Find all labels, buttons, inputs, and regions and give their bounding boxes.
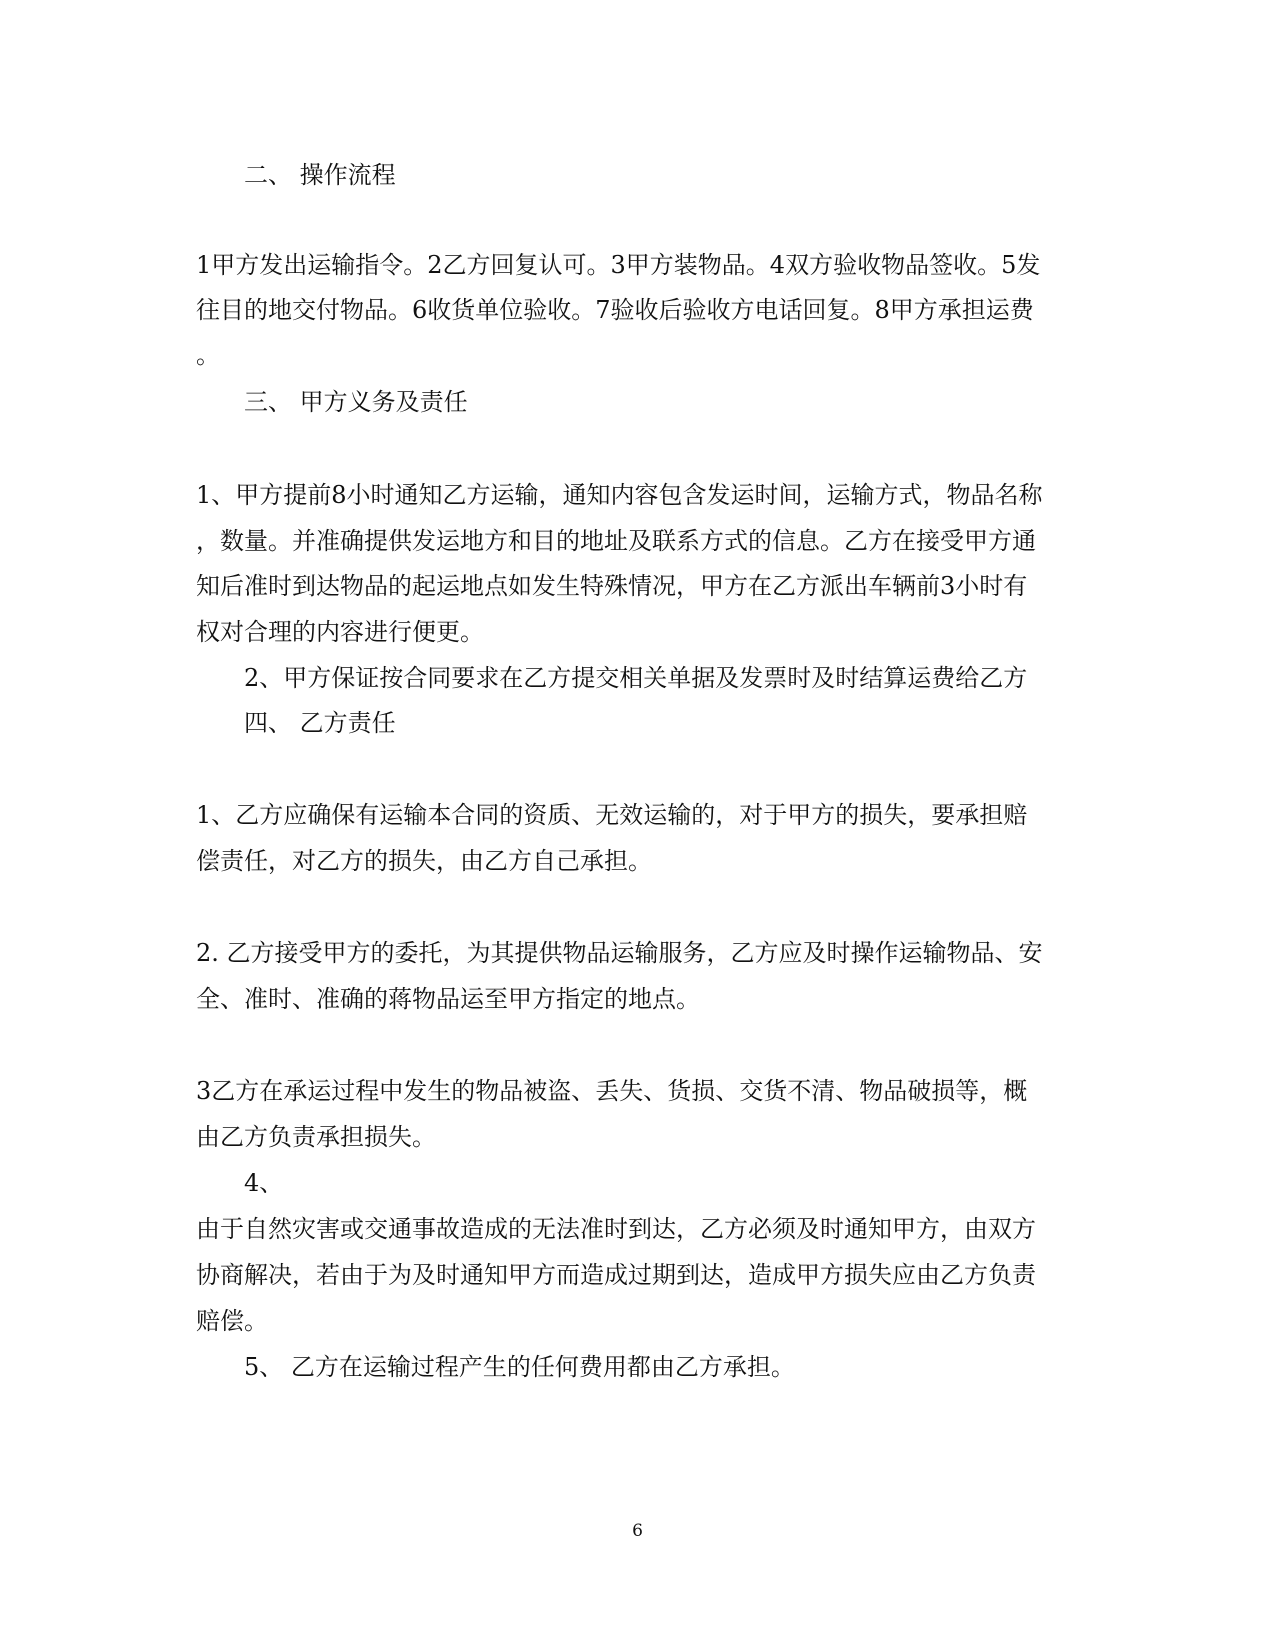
paragraph-line: 知后准时到达物品的起运地点如发生特殊情况，甲方在乙方派出车辆前3小时有 [196,572,1028,600]
paragraph-line: 2. 乙方接受甲方的委托，为其提供物品运输服务，乙方应及时操作运输物品、安 [196,939,1043,967]
section-heading-3: 三、 甲方义务及责任 [244,388,468,416]
paragraph-line: 2、甲方保证按合同要求在乙方提交相关单据及发票时及时结算运费给乙方 [244,664,1028,692]
paragraph-line: ，数量。并准确提供发运地方和目的地址及联系方式的信息。乙方在接受甲方通 [196,527,1036,555]
paragraph-line: 1甲方发出运输指令。2乙方回复认可。3甲方装物品。4双方验收物品签收。5发 [196,251,1041,279]
paragraph-line: 协商解决，若由于为及时通知甲方而造成过期到达，造成甲方损失应由乙方负责 [196,1261,1036,1289]
paragraph-line: 赔偿。 [196,1307,268,1335]
paragraph-line: 由于自然灾害或交通事故造成的无法准时到达，乙方必须及时通知甲方，由双方 [196,1215,1036,1243]
paragraph-line: 由乙方负责承担损失。 [196,1123,436,1151]
paragraph-line: 3乙方在承运过程中发生的物品被盗、丢失、货损、交货不清、物品破损等，概 [196,1077,1028,1105]
section-heading-4: 四、 乙方责任 [244,709,396,737]
paragraph-line: 。 [196,341,220,369]
list-number: 4、 [244,1169,284,1197]
paragraph-line: 5、 乙方在运输过程产生的任何费用都由乙方承担。 [244,1353,795,1381]
paragraph-line: 权对合理的内容进行便更。 [196,618,484,646]
section-heading-2: 二、 操作流程 [244,161,396,189]
paragraph-line: 偿责任，对乙方的损失，由乙方自己承担。 [196,847,652,875]
paragraph-line: 1、甲方提前8小时通知乙方运输，通知内容包含发运时间，运输方式，物品名称 [196,481,1043,509]
paragraph-line: 往目的地交付物品。6收货单位验收。7验收后验收方电话回复。8甲方承担运费 [196,296,1034,324]
page-number: 6 [632,1521,643,1541]
paragraph-line: 1、乙方应确保有运输本合同的资质、无效运输的，对于甲方的损失，要承担赔 [196,801,1028,829]
paragraph-line: 全、准时、准确的蒋物品运至甲方指定的地点。 [196,985,700,1013]
